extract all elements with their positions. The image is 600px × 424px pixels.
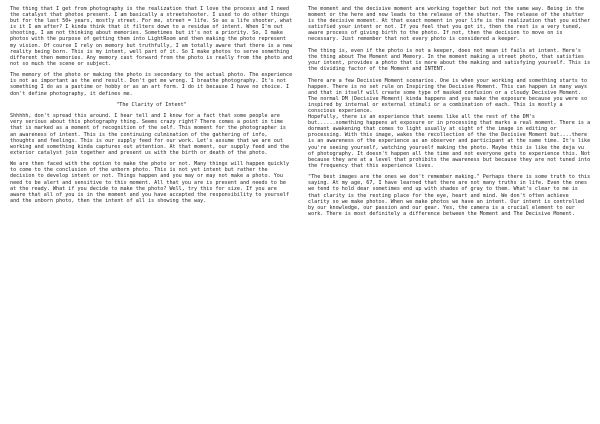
paragraph: We are then faced with the option to make the photo or not. Many things will happen quickly to come to the conclusion of the unborn photo. This is not yet intent but rather the decision to develop intent or not. Things happen and you may or may not make a photo. You need to be alert and sensitive to this moment. All that you are is present and needs to be at the ready. What if you decide to make the photo? Well, try this for size. If you are aware that all of you is in the moment and you have accepted the responsibility to yourself and the unborn photo, then the intent of all is showing the way. (10, 161, 293, 204)
paragraph: The thing that I get from photography is the realization that I love the process and I need the catalyst that photos present. I am basically a streetshooter. I used to do other things but for the last 50+ years, mostly street. For me, street = life. So as a life shooter, what is it I am after? I kinda think that it filters down to a residue of intent. When I'm out shooting, I am not thinking about memories. Sometimes but it's not a priority. So, I make photos with the purpose of getting them into LightRoom and then making the photo represent my vision. Of course I rely on memory but truthfully, I am totally aware that there is a new reality being born. This is my intent, well part of it. So I make photos to serve something different then memories. Any memory cast forward from the photo is really from the photo and not so much the scene or subject. (10, 6, 296, 67)
paragraph: "The best images are the ones we don't remember making." Perhaps there is some truth to this saying. At my age, 67, I have learned that there are not many truths in life. Even the ones we tend to hold dear sometimes end up with shades of gray to them. What's clear to me is that clarity is the resting place for the eye, heart and mind. We don't often achieve clarity so we make photos. When we make photos we have an intent. Our intent is controlled by our knowledge, our passion and our gear. Yes, the camera is a crucial element to our work. There is most definitely a difference between the Moment and The Decisive Moment. (308, 174, 594, 217)
section-heading: "The Clarity of Intent" (116, 101, 187, 108)
paragraph: The moment and the decisive moment are working together but not the same way. Being in the moment or the here and now leads to the release of the shutter. The release of the shutter is the decisive moment. At that exact moment in your life is the realization that you either satisfied your intent or not. If you feel that you got it, then the rest is a very tuned, aware process of giving birth to the photo. If not, then the decision to move on is necessary. Just remember that not every photo is considered a keeper. (308, 6, 594, 43)
paragraph: The memory of the photo or making the photo is secondary to the actual photo. The experience is not as important as the end result. Don't get me wrong. I breathe photography. It's not something I do as a pastime or hobby or as an art form. I do it because I have no choice. I don't define photography, it defines me. (10, 72, 296, 97)
paragraph: The thing is, even if the photo is not a keeper, does not mean it fails at intent. Here's the thing about The Moment and Memory. In the moment making a street photo, that satisfies your intent, provides a photo that is more about the making and satisfying yourself. This is the dividing factor of the Moment and INTENT. (308, 47, 594, 73)
paragraph: There are a few Decisive Moment scenarios. One is when your working and something starts to happen. There is no set rule on Inspiring the Decisive Moment. This can happen in many ways and that in itself will create some type of masked confusion or a cloudy Decisive Moment. The normal DM (Decisive Moment) kinda happens and you make the exposure because you were so inspired by internal or external stimuli or a combination of each. This is mostly a conscious experience. Hopefully, there is an experience that seems like all the rest of the DM's but......something happens at exposure or in processing that marks a real moment. There is a dormant awakening that comes to light usually at sight of the image in editing or processing. With this image, wakes the recollection of the the Decisive Moment but....there is an awareness of the experience as an observer and participant at the same time. It's like you're seeing yourself, watching yourself making the photo. Maybe this is like the deja vu of photography. It doesn't happen all the time and not everyone gets to experience this. Not because they are at a level that prohibits the awareness but because they are not tuned into the frequency that this experience lives. (308, 77, 591, 169)
left-column (10, 6, 296, 209)
right-column (308, 6, 594, 222)
paragraph: Shhhhh, don't spread this around. I hear tell and I know for a fact that some people are very serious about this photography thing. Seems crazy right? There comes a point in time that is marked as a moment of recognition of the self. This moment for the photographer is an awareness of intent. This is the continuing culmination of the gathering of info, thoughts and feelings. This is our supply feed for our work. Let's assume that we are out working and something kinda captures out attention. At that moment, our supply feed and the exterior catalyst join together and present us with the birth or death of the photo. (10, 113, 293, 156)
